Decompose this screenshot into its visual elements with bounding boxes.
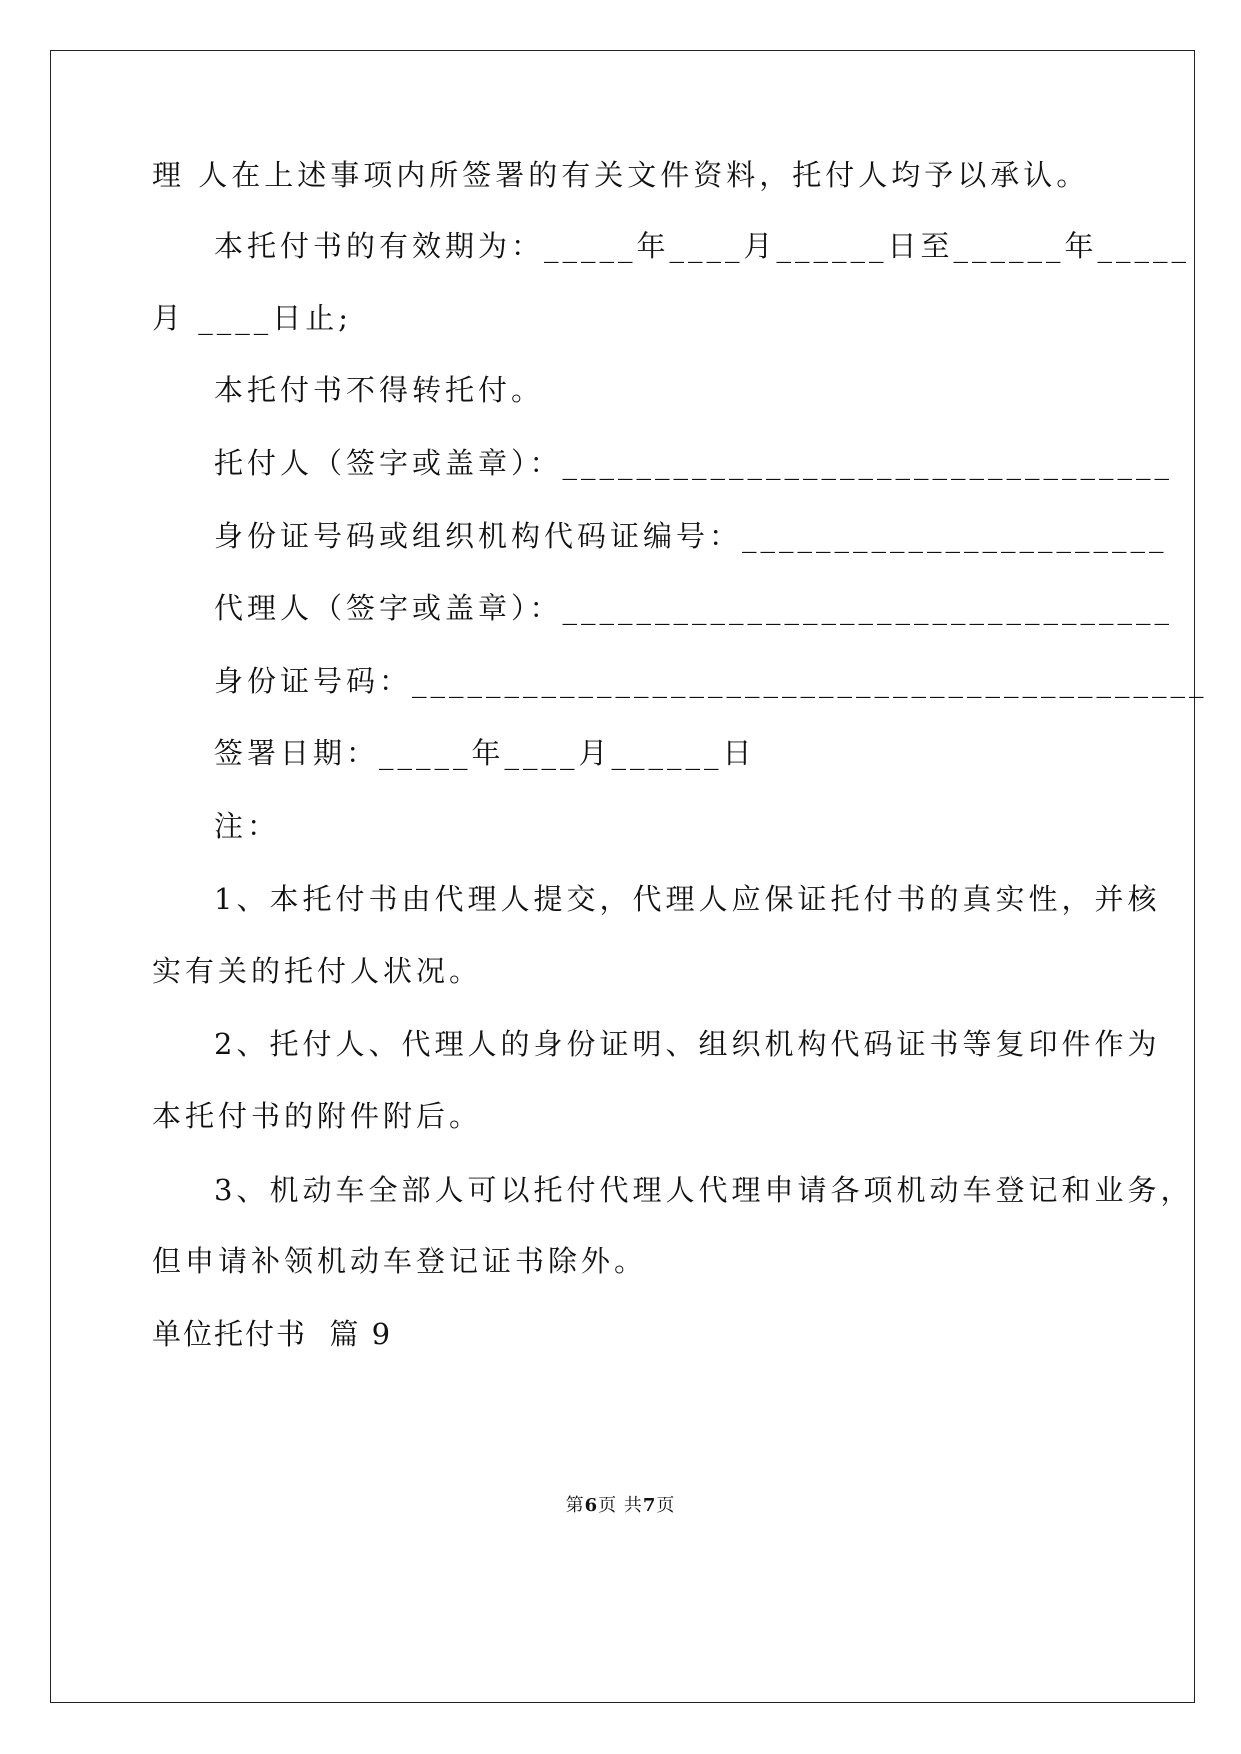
footer-total-pages: 7 xyxy=(642,1495,657,1516)
footer-middle: 页 共 xyxy=(598,1495,643,1516)
page-border xyxy=(50,50,1195,1703)
no-subdelegation-line: 本托付书不得转托付。 xyxy=(214,373,545,407)
note-2-line-1: 2、托付人、代理人的身份证明、组织机构代码证书等复印件作为 xyxy=(214,1027,1161,1061)
validity-period-line: 本托付书的有效期为：_____年____月______日至______年_____ xyxy=(214,229,1191,263)
note-2-line-2: 本托付书的附件附后。 xyxy=(152,1099,483,1133)
note-1-line-1: 1、本托付书由代理人提交，代理人应保证托付书的真实性，并核 xyxy=(214,882,1161,916)
note-1-line-2: 实有关的托付人状况。 xyxy=(152,954,483,988)
note-3-line-2: 但申请补领机动车登记证书除外。 xyxy=(152,1244,648,1278)
note-3-line-1: 3、机动车全部人可以托付代理人代理申请各项机动车登记和业务， xyxy=(214,1173,1194,1207)
signing-date-line: 签署日期：_____年____月______日 xyxy=(214,736,756,770)
footer-suffix: 页 xyxy=(656,1495,676,1516)
validity-period-end-line: 月 ____日止; xyxy=(152,301,352,335)
text-line-1: 理 人在上述事项内所签署的有关文件资料，托付人均予以承认。 xyxy=(152,158,1090,192)
principal-signature-line: 托付人（签字或盖章）：_________________________________ xyxy=(214,446,1174,480)
agent-id-number-line: 身份证号码：___________________________________________ xyxy=(214,664,1208,698)
section-heading: 单位托付书 篇 9 xyxy=(152,1317,393,1351)
footer-prefix: 第 xyxy=(565,1495,585,1516)
notes-label: 注： xyxy=(214,809,281,843)
page-footer xyxy=(0,1494,1241,1518)
agent-signature-line: 代理人（签字或盖章）：_________________________________ xyxy=(214,591,1174,625)
footer-current-page: 6 xyxy=(584,1495,599,1516)
id-number-or-org-code-line: 身份证号码或组织机构代码证编号：_______________________ xyxy=(214,519,1168,553)
